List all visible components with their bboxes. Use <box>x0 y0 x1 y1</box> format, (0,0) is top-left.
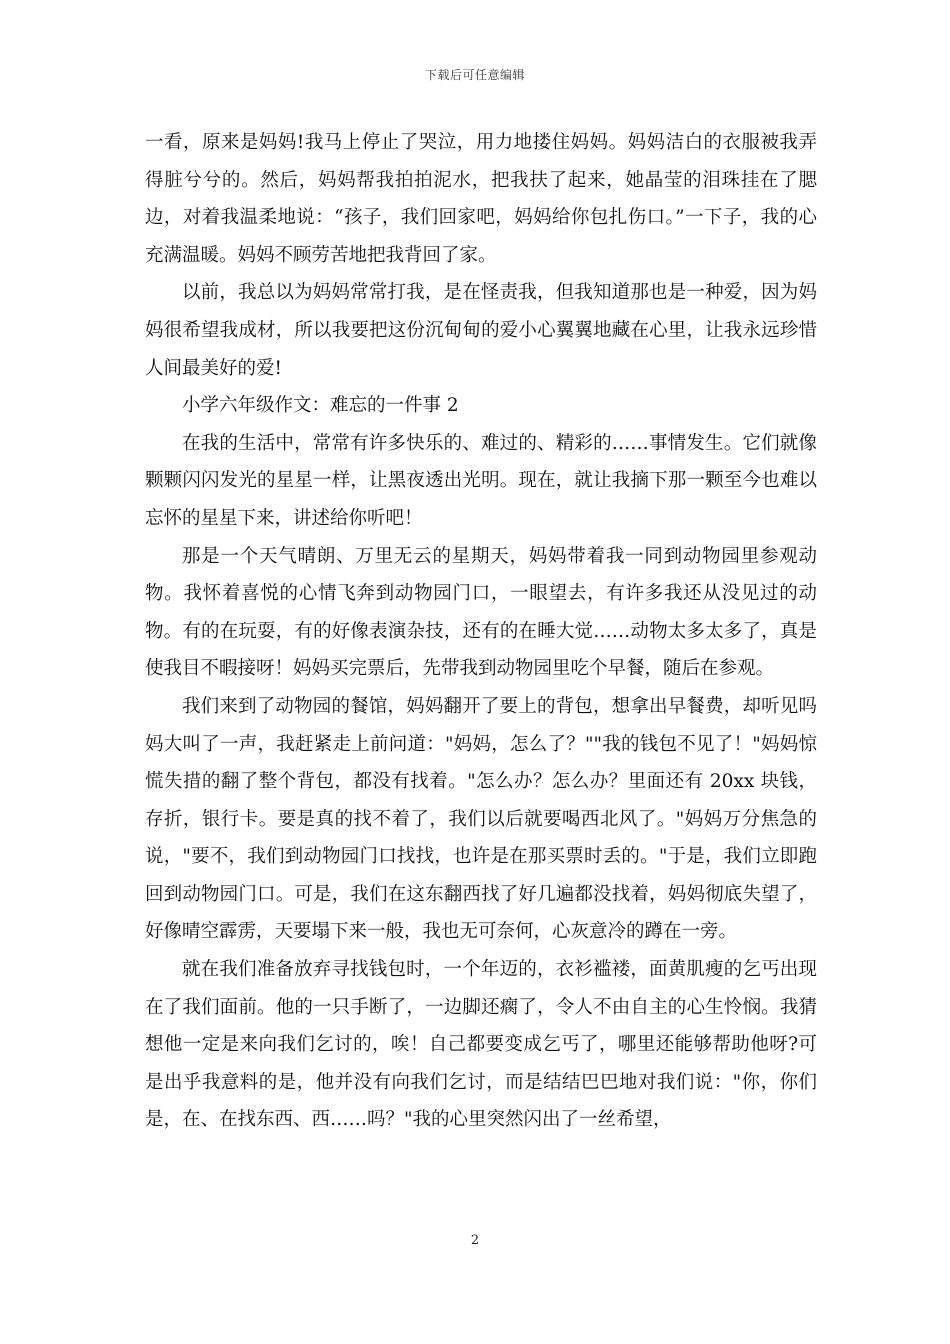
paragraph-4: 那是一个天气晴朗、万里无云的星期天，妈妈带着我一同到动物园里参观动物。我怀着喜悦的心情飞奔到动物园门口，一眼望去，有许多我还从没见过的动物。有的在玩耍，有的好像表演杂技，还有的在睡大觉……动物太多太多了，真是使我目不暇接呀！妈妈买完票后，先带我到动物园里吃个早餐，随后在参观。 <box>145 545 817 680</box>
page-number: 2 <box>470 1233 480 1248</box>
paragraph-1: 一看，原来是妈妈!我马上停止了哭泣，用力地搂住妈妈。妈妈洁白的衣服被我弄得脏兮兮的。然后，妈妈帮我拍拍泥水，把我扶了起来，她晶莹的泪珠挂在了腮边，对着我温柔地说：“孩子，我们回家吧，妈妈给你包扎伤口。”一下子，我的心充满温暖。妈妈不顾劳苦地把我背回了家。 <box>145 132 817 266</box>
paragraph-2: 以前，我总以为妈妈常常打我，是在怪责我，但我知道那也是一种爱，因为妈妈很希望我成材，所以我要把这份沉甸甸的爱小心翼翼地藏在心里，让我永远珍惜人间最美好的爱! <box>145 282 817 379</box>
paragraph-6: 就在我们准备放弃寻找钱包时，一个年迈的，衣衫褴褛，面黄肌瘦的乞丐出现在了我们面前。他的一只手断了，一边脚还瘸了，令人不由自主的心生怜悯。我猜想他一定是来向我们乞讨的，唉！自己都要变成乞丐了，哪里还能够帮助他呀?可是出乎我意料的是，他并没有向我们乞讨，而是结结巴巴地对我们说："你，你们是，在、在找东西、西……吗？"我的心里突然闪出了一丝希望， <box>145 959 817 1131</box>
paragraph-5: 我们来到了动物园的餐馆，妈妈翻开了要上的背包，想拿出早餐费，却听见吗妈大叫了一声，我赶紧走上前问道："妈妈，怎么了？""我的钱包不见了！"妈妈惊慌失措的翻了整个背包，都没有找着。"怎么办？怎么办？里面还有 20xx 块钱，存折，银行卡。要是真的找不着了，我们以后就要喝西北风了。"妈妈万分焦急的说，"要不，我们到动物园门口找找，也许是在那买票时丢的。"于是，我们立即跑回到动物园门口。可是，我们在这东翻西找了好几遍都没找着，妈妈彻底失望了，好像晴空霹雳，天要塌下来一般，我也无可奈何，心灰意冷的蹲在一旁。 <box>145 695 817 943</box>
page-header: 下载后可任意编辑 <box>424 68 525 82</box>
section-heading: 小学六年级作文：难忘的一件事 2 <box>182 395 459 417</box>
document-body <box>145 124 817 1139</box>
paragraph-3: 在我的生活中，常常有许多快乐的、难过的、精彩的……事情发生。它们就像颗颗闪闪发光的星星一样，让黑夜透出光明。现在，就让我摘下那一颗至今也难以忘怀的星星下来，讲述给你听吧！ <box>145 432 817 529</box>
